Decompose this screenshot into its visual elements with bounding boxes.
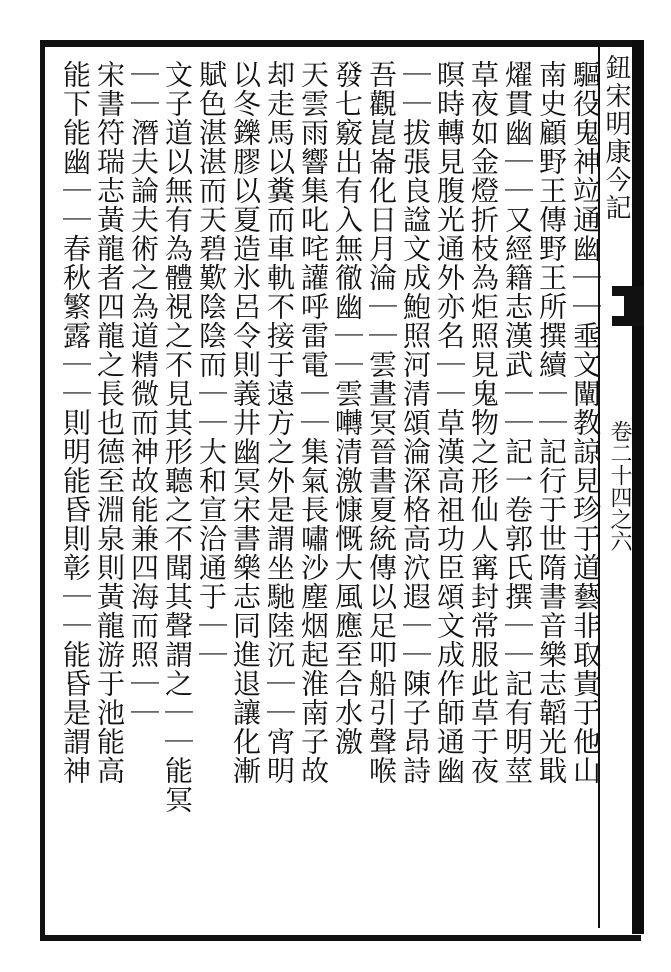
book-title: 鈕宋明康今記: [601, 54, 631, 222]
binding-strip: [632, 40, 644, 934]
fish-tail-notch: [612, 296, 624, 316]
text-column-15: 宋書符瑞志黃龍者四龍之長也德至淵泉則黃龍游于池能高: [93, 60, 126, 785]
text-column-8: 發七竅出有入無徹幽｜｜雲囀清激慷慨大風應至合水激: [331, 60, 364, 756]
text-column-2: 南史顧野王傳野王所撰續｜｜記行于世隋書音樂志韜光戢: [535, 60, 568, 785]
text-column-11: 以冬鑠膠以夏造氷呂令則義井幽冥宋書樂志同進退讓化漸: [229, 60, 262, 785]
text-column-3: 燿貫幽｜｜又經籍志漢武｜｜記一卷郭氏撰｜｜記有明莖: [501, 60, 534, 785]
text-column-16: 能下能幽｜｜春秋繁露｜｜則明能昏則彰｜｜能昏是謂神: [59, 60, 92, 785]
text-column-7: 吾觀崑崙化日月淪｜｜雲晝冥晉書夏統傳以足叩船引聲喉: [365, 60, 398, 785]
text-column-1: 驅役鬼神竝通幽｜｜埀文闡教諒見珍于道藝非取貴于他山: [569, 60, 602, 785]
juan-label: 卷二十四之六: [607, 420, 632, 552]
text-column-10: 却走馬以糞而車軌不接于遠方之外是謂坐馳陸沉｜｜宵明: [263, 60, 296, 785]
text-column-5: 暝時轉見腹光通外亦名｜｜草漢高祖功臣頌文成作師通幽: [433, 60, 466, 785]
text-column-13: 文子道以無有為體視之不見其形聽之不聞其聲謂之｜｜能冥: [161, 60, 194, 814]
text-column-12: 賦色湛湛而天碧歎陰陰而｜｜大和宣洽通于｜｜: [195, 60, 228, 669]
text-column-6: ｜｜拔張良諡文成鮑照河清頌淪深格高泬遐｜｜陳子昂詩: [399, 60, 432, 785]
text-column-4: 草夜如金燈折枝為炬照見鬼物之形仙人寗封常服此草于夜: [467, 60, 500, 785]
text-column-14: ｜｜潛夫論夫術之為道精微而神故能兼四海而照｜｜: [127, 60, 160, 727]
text-column-9: 天雲雨響集叱咤讙呼雷電｜｜集氣長嘯沙塵烟起淮南子故: [297, 60, 330, 785]
